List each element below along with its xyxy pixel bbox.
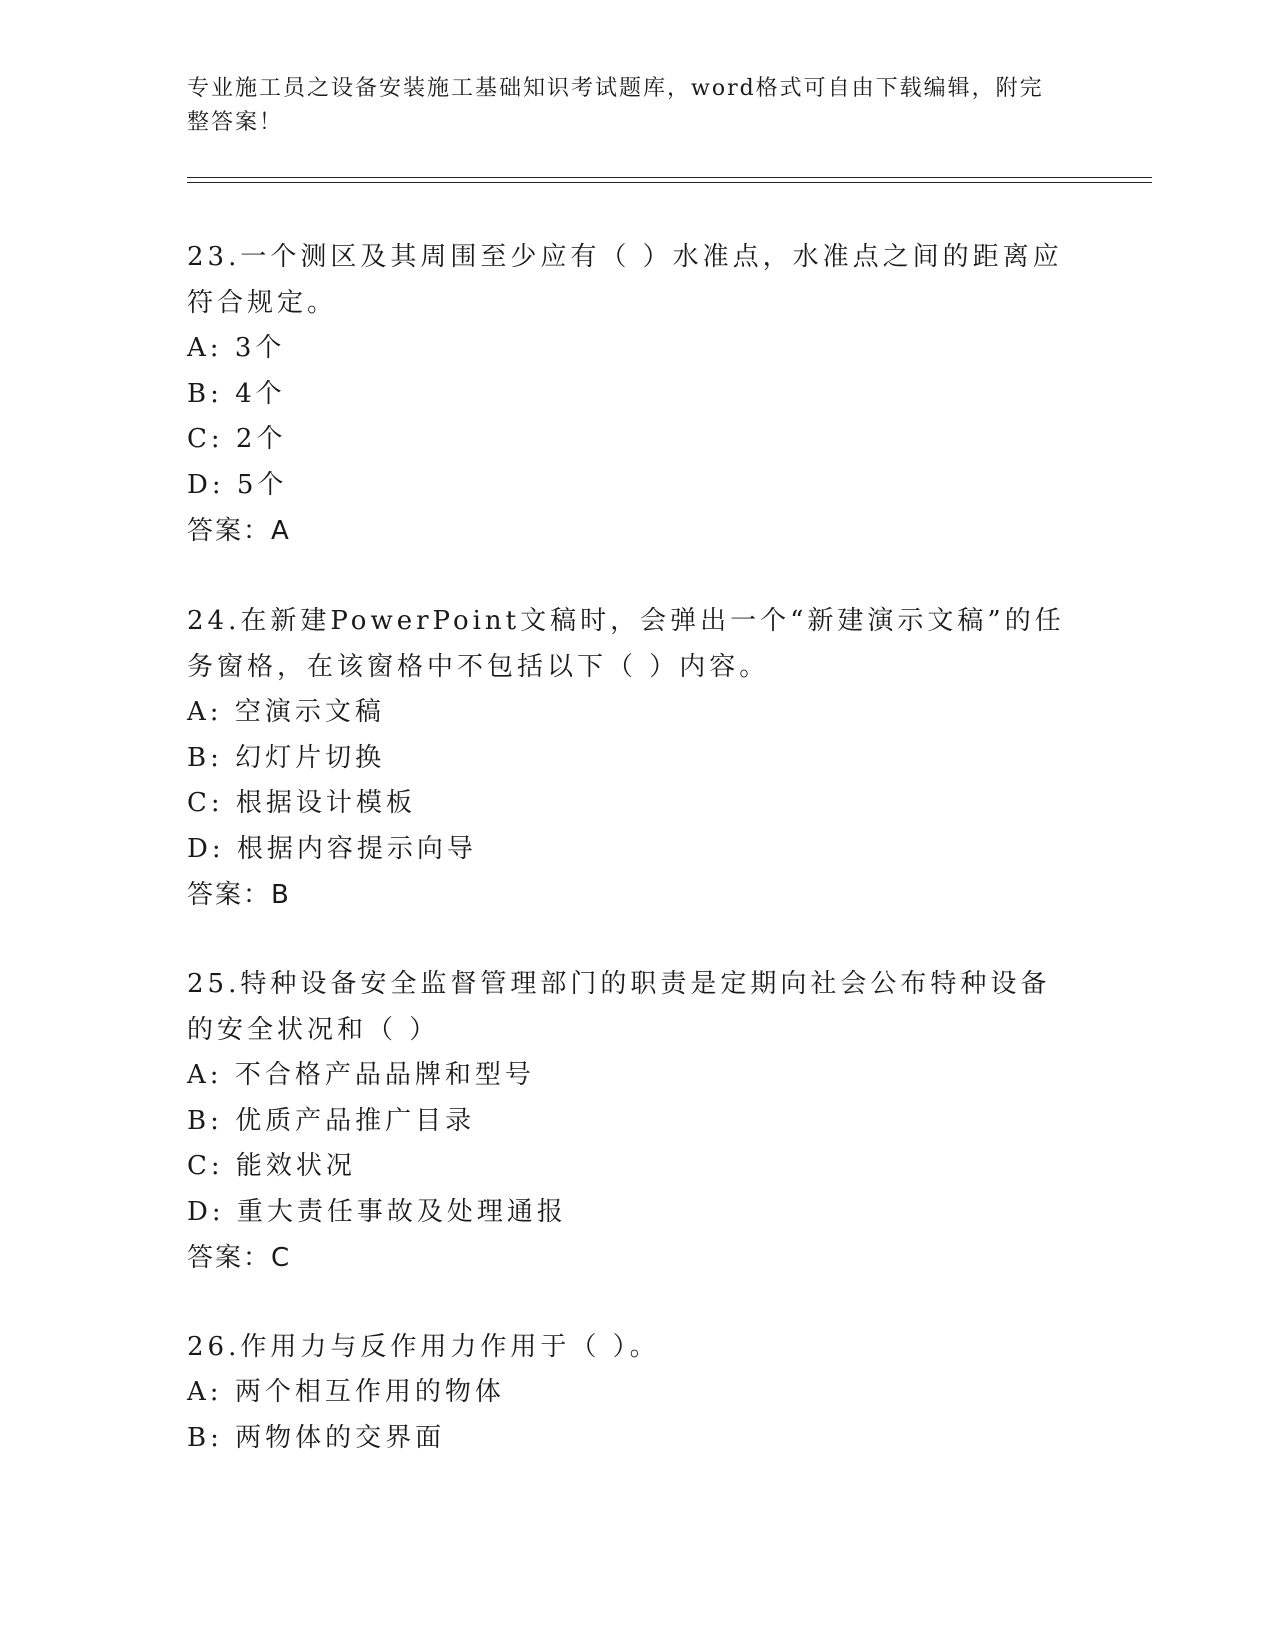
- question-23: [187, 234, 1067, 554]
- option-c: [187, 417, 1067, 463]
- option-text: 不合格产品品牌和型号: [234, 1060, 535, 1090]
- option-b: [187, 1099, 1067, 1145]
- answer-line: 答案：A: [187, 516, 291, 546]
- option-b: [187, 1416, 1067, 1462]
- option-key: B:: [187, 1422, 223, 1453]
- option-text: 根据设计模板: [235, 788, 416, 818]
- option-key: B:: [187, 742, 223, 773]
- option-text: 空演示文稿: [234, 697, 385, 727]
- question-stem: 24.在新建PowerPoint文稿时，会弹出一个“新建演示文稿”的任务窗格，在该窗格中不包括以下（ ）内容。: [187, 606, 1065, 682]
- option-a: [187, 1370, 1067, 1416]
- option-text: 优质产品推广目录: [235, 1105, 476, 1136]
- option-c: [187, 1144, 1067, 1190]
- answer-line: 答案：C: [187, 1243, 292, 1273]
- option-text: 重大责任事故及处理通报: [236, 1196, 567, 1227]
- option-a: [187, 690, 1067, 736]
- question-stem: 25.特种设备安全监督管理部门的职责是定期向社会公布特种设备的安全状况和（ ）: [187, 969, 1051, 1045]
- question-26: [187, 1324, 1067, 1461]
- option-key: A:: [187, 1060, 223, 1090]
- option-key: D:: [187, 1196, 225, 1227]
- question-stem: 23.一个测区及其周围至少应有（ ）水准点，水准点之间的距离应符合规定。: [187, 242, 1063, 318]
- document-header: 专业施工员之设备安装施工基础知识考试题库，word格式可自由下载编辑，附完整答案！: [187, 76, 1044, 135]
- option-key: D:: [187, 469, 225, 500]
- option-key: A:: [187, 697, 223, 727]
- option-text: 4个: [235, 378, 286, 409]
- header-divider-bottom: [187, 182, 1152, 183]
- option-text: 两个相互作用的物体: [234, 1377, 505, 1407]
- question-25: [187, 961, 1067, 1281]
- option-c: [187, 781, 1067, 827]
- option-key: B:: [187, 1105, 223, 1136]
- option-d: [187, 1190, 1067, 1236]
- option-key: C:: [187, 424, 224, 454]
- option-text: 幻灯片切换: [235, 742, 386, 773]
- option-d: [187, 827, 1067, 873]
- option-key: C:: [187, 1151, 224, 1181]
- header-divider-top: [187, 177, 1152, 178]
- option-key: C:: [187, 788, 224, 818]
- option-key: A:: [187, 1377, 223, 1407]
- question-stem: 26.作用力与反作用力作用于（ ）。: [187, 1332, 660, 1362]
- option-b: [187, 736, 1067, 782]
- option-text: 3个: [234, 333, 286, 363]
- answer-line: 答案：B: [187, 880, 291, 910]
- option-a: [187, 1053, 1067, 1099]
- option-text: 根据内容提示向导: [236, 833, 477, 864]
- option-a: [187, 326, 1067, 372]
- question-24: [187, 598, 1067, 918]
- option-text: 2个: [235, 424, 287, 454]
- option-text: 5个: [236, 469, 288, 500]
- option-d: [187, 463, 1067, 509]
- option-key: A:: [187, 333, 223, 363]
- option-key: D:: [187, 833, 225, 864]
- option-text: 能效状况: [235, 1151, 356, 1181]
- option-key: B:: [187, 378, 223, 409]
- option-text: 两物体的交界面: [235, 1422, 446, 1453]
- option-b: [187, 372, 1067, 418]
